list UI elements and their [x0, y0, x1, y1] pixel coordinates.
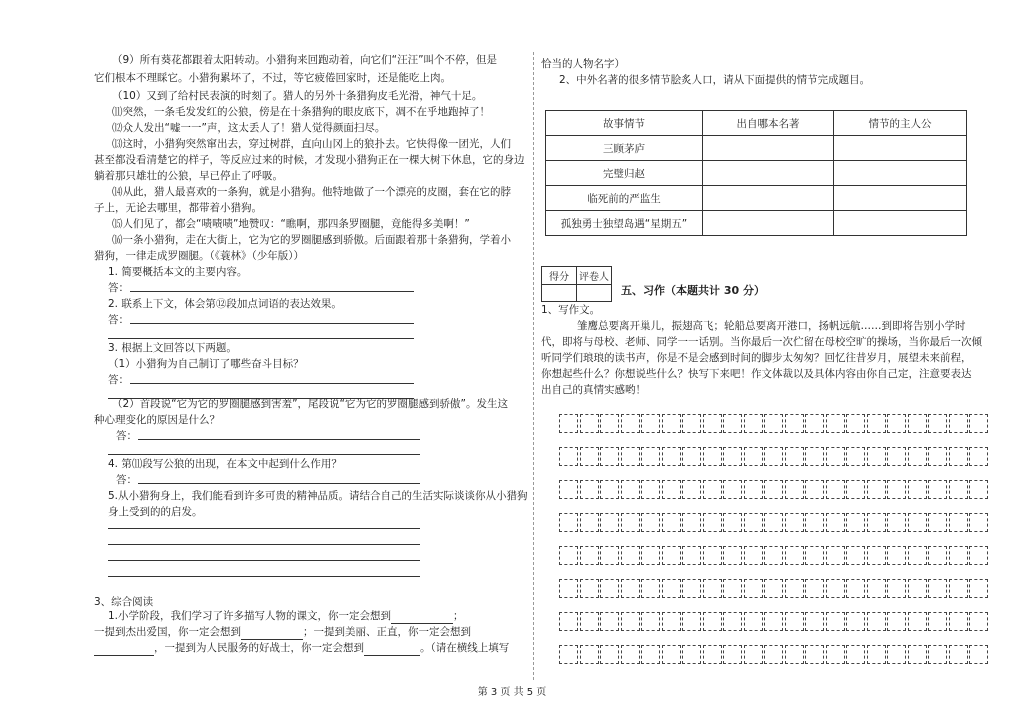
- answer-label: 答：: [108, 374, 129, 386]
- grid-cell[interactable]: [682, 447, 701, 466]
- plot-table: [545, 110, 967, 236]
- essay-prompt-line: 出自己的真情实感哟！: [541, 384, 646, 396]
- question-4: 4. 第⑾段写公狼的出现，在本文中起到什么作用？: [108, 458, 342, 470]
- grid-cell[interactable]: [887, 513, 906, 532]
- grid-cell[interactable]: [826, 579, 845, 598]
- grid-cell[interactable]: [846, 480, 865, 499]
- grid-cell[interactable]: [908, 513, 927, 532]
- grid-cell[interactable]: [908, 645, 927, 664]
- grid-cell[interactable]: [662, 480, 681, 499]
- question-3-1: （1）小猎狗为自己制订了哪些奋斗目标？: [108, 358, 304, 370]
- grid-cell[interactable]: [969, 414, 988, 433]
- fill-text: 。（请在横线上填写: [420, 642, 510, 654]
- grid-cell[interactable]: [662, 645, 681, 664]
- passage-line: ⒃一条小猎狗，走在大街上，它为它的罗圈腿感到骄傲。后面跟着那十条猎狗，学着小: [112, 234, 511, 246]
- grid-cell[interactable]: [641, 513, 660, 532]
- passage-line: 躺着那只雄壮的公狼，早已停止了呼吸。: [94, 170, 283, 182]
- grid-cell[interactable]: [785, 480, 804, 499]
- question-2: 2. 联系上下文，体会第⑫段加点词语的表达效果。: [108, 298, 342, 310]
- grid-cell[interactable]: [764, 480, 783, 499]
- grid-cell[interactable]: [559, 414, 578, 433]
- grid-cell[interactable]: [703, 480, 722, 499]
- grid-cell[interactable]: [764, 612, 783, 631]
- grid-cell[interactable]: [744, 447, 763, 466]
- grid-cell[interactable]: [682, 612, 701, 631]
- fill-text: ；: [453, 610, 464, 622]
- book-answer-cell[interactable]: [703, 161, 834, 186]
- table-header: 情节的主人公: [834, 111, 967, 136]
- grid-cell[interactable]: [867, 546, 886, 565]
- grid-cell[interactable]: [703, 546, 722, 565]
- grid-cell[interactable]: [559, 579, 578, 598]
- grid-cell[interactable]: [928, 447, 947, 466]
- grid-cell[interactable]: [723, 414, 742, 433]
- grid-cell[interactable]: [846, 513, 865, 532]
- grid-cell[interactable]: [887, 447, 906, 466]
- grid-cell[interactable]: [600, 546, 619, 565]
- grid-cell[interactable]: [580, 546, 599, 565]
- table-header: 故事情节: [546, 111, 703, 136]
- protagonist-answer-cell[interactable]: [834, 186, 967, 211]
- grid-cell[interactable]: [600, 612, 619, 631]
- grid-cell[interactable]: [867, 480, 886, 499]
- grid-cell[interactable]: [580, 513, 599, 532]
- passage-line: （9）所有葵花都跟着太阳转动。小猎狗来回跑动着，向它们“汪汪”叫个不停，但是: [112, 54, 498, 66]
- section-3-title: 3、综合阅读: [94, 596, 154, 608]
- grid-cell[interactable]: [580, 645, 599, 664]
- answer-line[interactable]: [108, 338, 414, 339]
- question-3-2: （2）首段说“它为它的罗圈腿感到害羞”，尾段说“它为它的罗圈腿感到骄傲”。发生这: [112, 398, 508, 410]
- grid-cell[interactable]: [744, 579, 763, 598]
- grid-cell[interactable]: [764, 513, 783, 532]
- grid-cell[interactable]: [949, 579, 968, 598]
- grid-cell[interactable]: [682, 546, 701, 565]
- grid-cell[interactable]: [928, 513, 947, 532]
- fill-blank[interactable]: [364, 643, 420, 656]
- fill-blank[interactable]: [391, 611, 453, 624]
- answer-label: 答：: [116, 430, 137, 442]
- plot-cell: 临死前的严监生: [546, 186, 703, 211]
- grid-cell[interactable]: [744, 612, 763, 631]
- grid-cell[interactable]: [805, 513, 824, 532]
- grid-cell[interactable]: [928, 579, 947, 598]
- fill-text: ，一提到为人民服务的好战士，你一定会想到: [154, 642, 364, 654]
- grid-cell[interactable]: [723, 546, 742, 565]
- fill-blank[interactable]: [94, 643, 154, 656]
- grid-cell[interactable]: [785, 414, 804, 433]
- passage-line: 它们根本不理睬它。小猎狗累坏了，不过，等它疲倦回家时，还是能吃上肉。: [94, 72, 451, 84]
- grid-cell[interactable]: [744, 513, 763, 532]
- grid-cell[interactable]: [723, 513, 742, 532]
- answer-line[interactable]: [108, 454, 420, 455]
- grid-cell[interactable]: [785, 612, 804, 631]
- grid-cell[interactable]: [662, 414, 681, 433]
- grid-cell[interactable]: [600, 645, 619, 664]
- grid-cell[interactable]: [785, 546, 804, 565]
- grid-cell[interactable]: [846, 612, 865, 631]
- answer-label: 答：: [108, 314, 129, 326]
- question-3-2-cont: 种心理变化的原因是什么？: [94, 414, 220, 426]
- score-cell[interactable]: [542, 285, 577, 302]
- grid-cell[interactable]: [928, 414, 947, 433]
- grid-cell[interactable]: [949, 612, 968, 631]
- question-1: 1. 简要概括本文的主要内容。: [108, 266, 248, 278]
- grid-cell[interactable]: [908, 480, 927, 499]
- grid-cell[interactable]: [949, 513, 968, 532]
- grid-cell[interactable]: [826, 414, 845, 433]
- grid-cell[interactable]: [703, 579, 722, 598]
- grid-cell[interactable]: [600, 513, 619, 532]
- grid-cell[interactable]: [621, 447, 640, 466]
- fill-blank[interactable]: [241, 627, 303, 640]
- grid-cell[interactable]: [559, 645, 578, 664]
- grid-cell[interactable]: [949, 480, 968, 499]
- grid-cell[interactable]: [621, 480, 640, 499]
- grid-cell[interactable]: [867, 414, 886, 433]
- answer-line[interactable]: [130, 383, 414, 384]
- fill-text: ；一提到美丽、正直，你一定会想到: [303, 626, 471, 638]
- grid-cell[interactable]: [641, 414, 660, 433]
- answer-label: 答：: [116, 474, 137, 486]
- grader-label: 评卷人: [577, 267, 612, 285]
- score-label: 得分: [542, 267, 577, 285]
- grid-cell[interactable]: [887, 414, 906, 433]
- answer-line[interactable]: [108, 576, 420, 577]
- grid-cell[interactable]: [641, 480, 660, 499]
- grader-cell[interactable]: [577, 285, 612, 302]
- essay-prompt-line: 你想起些什么？你想说些什么？快写下来吧！作文体裁以及具体内容由你自己定，注意要表达: [541, 368, 972, 380]
- grid-cell[interactable]: [785, 447, 804, 466]
- grid-cell[interactable]: [928, 546, 947, 565]
- essay-prompt-line: 代，即将与母校、老师、同学一一话别。当你最后一次伫留在母校空旷的操场，当你最后一次倾: [541, 336, 982, 348]
- passage-line: （10）又到了给村民表演的时刻了。猎人的另外十条猎狗皮毛光滑，神气十足。: [112, 90, 483, 102]
- plot-cell: 完璧归赵: [546, 161, 703, 186]
- grid-cell[interactable]: [559, 480, 578, 499]
- passage-line: 甚至都没看清楚它的样子，等反应过来的时候，才发现小猎狗正在一棵大树下休息，它的身边: [94, 154, 525, 166]
- grid-cell[interactable]: [621, 414, 640, 433]
- grid-cell[interactable]: [682, 579, 701, 598]
- protagonist-answer-cell[interactable]: [834, 136, 967, 161]
- grid-cell[interactable]: [785, 645, 804, 664]
- grid-cell[interactable]: [908, 612, 927, 631]
- grid-cell[interactable]: [928, 645, 947, 664]
- grid-cell[interactable]: [785, 513, 804, 532]
- grid-cell[interactable]: [764, 447, 783, 466]
- grid-cell[interactable]: [682, 645, 701, 664]
- grid-cell[interactable]: [641, 546, 660, 565]
- grid-cell[interactable]: [969, 612, 988, 631]
- grid-cell[interactable]: [826, 546, 845, 565]
- passage-line: ⒂人们见了，都会“啧啧啧”地赞叹：“瞧啊，那四条罗圈腿，竟能得多美啊！”: [112, 218, 470, 230]
- grid-cell[interactable]: [682, 513, 701, 532]
- passage-line: ⑾突然，一条毛发发红的公狼，傍是在十条猎狗的眼皮底下，凋不在乎地跑掉了！: [112, 106, 490, 118]
- grid-cell[interactable]: [846, 447, 865, 466]
- grid-cell[interactable]: [867, 645, 886, 664]
- continuation-text: 恰当的人物名字）: [541, 58, 625, 70]
- answer-line[interactable]: [108, 528, 420, 529]
- grid-cell[interactable]: [826, 645, 845, 664]
- grid-cell[interactable]: [600, 579, 619, 598]
- grid-cell[interactable]: [969, 579, 988, 598]
- grid-cell[interactable]: [949, 645, 968, 664]
- grid-cell[interactable]: [641, 579, 660, 598]
- grid-cell[interactable]: [867, 612, 886, 631]
- fill-line-1: [108, 608, 464, 624]
- grid-cell[interactable]: [969, 447, 988, 466]
- grid-cell[interactable]: [621, 612, 640, 631]
- grid-cell[interactable]: [600, 480, 619, 499]
- essay-prompt-line: 雏鹰总要离开巢儿，振翅高飞；轮船总要离开港口，扬帆远航……到即将告别小学时: [577, 320, 966, 332]
- grid-cell[interactable]: [846, 546, 865, 565]
- grid-cell[interactable]: [785, 579, 804, 598]
- grid-cell[interactable]: [846, 645, 865, 664]
- grid-cell[interactable]: [887, 645, 906, 664]
- question-3: 3. 根据上文回答以下两题。: [108, 342, 237, 354]
- grid-cell[interactable]: [723, 645, 742, 664]
- grid-cell[interactable]: [867, 513, 886, 532]
- fill-line-3: [94, 640, 509, 656]
- grid-cell[interactable]: [662, 447, 681, 466]
- grid-cell[interactable]: [826, 480, 845, 499]
- grid-cell[interactable]: [580, 447, 599, 466]
- grid-cell[interactable]: [580, 414, 599, 433]
- section-5-title: 五、习作（本题共计 30 分）: [621, 284, 765, 297]
- grid-cell[interactable]: [559, 612, 578, 631]
- passage-line: ⑿众人发出“嘘一一”声，这太丢人了！猎人觉得颜面扫尽。: [112, 122, 386, 134]
- grid-cell[interactable]: [641, 612, 660, 631]
- grid-cell[interactable]: [662, 513, 681, 532]
- fill-line-2: [94, 624, 471, 640]
- grid-cell[interactable]: [805, 612, 824, 631]
- grid-cell[interactable]: [641, 645, 660, 664]
- writing-task-label: 1、写作文。: [541, 304, 601, 316]
- grid-cell[interactable]: [805, 645, 824, 664]
- grid-cell[interactable]: [662, 546, 681, 565]
- grid-cell[interactable]: [580, 612, 599, 631]
- grid-cell[interactable]: [559, 546, 578, 565]
- grid-cell[interactable]: [621, 513, 640, 532]
- grid-cell[interactable]: [559, 447, 578, 466]
- column-divider: [533, 52, 534, 680]
- passage-line: ⒁从此，猎人最喜欢的一条狗，就是小猎狗。他特地做了一个漂亮的皮圈，套在它的脖: [112, 186, 511, 198]
- answer-label: 答：: [108, 282, 129, 294]
- grid-cell[interactable]: [621, 645, 640, 664]
- book-answer-cell[interactable]: [703, 186, 834, 211]
- grid-cell[interactable]: [928, 612, 947, 631]
- protagonist-answer-cell[interactable]: [834, 161, 967, 186]
- grid-cell[interactable]: [805, 414, 824, 433]
- grid-cell[interactable]: [682, 480, 701, 499]
- grid-cell[interactable]: [703, 447, 722, 466]
- grid-cell[interactable]: [805, 447, 824, 466]
- grid-cell[interactable]: [969, 546, 988, 565]
- grid-cell[interactable]: [826, 513, 845, 532]
- grid-cell[interactable]: [928, 480, 947, 499]
- grid-cell[interactable]: [600, 414, 619, 433]
- grid-cell[interactable]: [805, 579, 824, 598]
- answer-line[interactable]: [108, 560, 420, 561]
- plot-cell: 孤独勇士独望岛遇“星期五”: [546, 211, 703, 236]
- grid-cell[interactable]: [764, 645, 783, 664]
- grid-cell[interactable]: [744, 546, 763, 565]
- grid-cell[interactable]: [867, 447, 886, 466]
- grid-cell[interactable]: [723, 447, 742, 466]
- grid-cell[interactable]: [703, 612, 722, 631]
- grid-cell[interactable]: [723, 612, 742, 631]
- answer-line[interactable]: [130, 323, 414, 324]
- passage-line: ⒀这时，小猎狗突然窜出去，穿过树群，直向山冈上的狼扑去。它快得像一团光，人们: [112, 138, 511, 150]
- grid-cell[interactable]: [580, 579, 599, 598]
- question-5: 5.从小猎狗身上，我们能看到许多可贵的精神品质。请结合自己的生活实际谈谈你从小猎狗: [108, 490, 528, 502]
- answer-line[interactable]: [108, 544, 420, 545]
- grid-cell[interactable]: [969, 480, 988, 499]
- grid-cell[interactable]: [805, 480, 824, 499]
- grid-cell[interactable]: [641, 447, 660, 466]
- grid-cell[interactable]: [744, 480, 763, 499]
- grid-cell[interactable]: [887, 612, 906, 631]
- grid-cell[interactable]: [744, 414, 763, 433]
- score-box: [541, 266, 612, 302]
- grid-cell[interactable]: [908, 579, 927, 598]
- grid-cell[interactable]: [949, 546, 968, 565]
- grid-cell[interactable]: [826, 447, 845, 466]
- grid-cell[interactable]: [908, 447, 927, 466]
- answer-line[interactable]: [138, 439, 420, 440]
- grid-cell[interactable]: [764, 414, 783, 433]
- grid-cell[interactable]: [662, 579, 681, 598]
- fill-text: 一提到杰出爱国，你一定会想到: [94, 626, 241, 638]
- grid-cell[interactable]: [805, 546, 824, 565]
- grid-cell[interactable]: [969, 645, 988, 664]
- question-2-prompt: 2、中外名著的很多情节脍炙人口，请从下面提供的情节完成题目。: [559, 74, 871, 86]
- grid-cell[interactable]: [846, 414, 865, 433]
- plot-cell: 三顾茅庐: [546, 136, 703, 161]
- grid-cell[interactable]: [559, 513, 578, 532]
- grid-cell[interactable]: [682, 414, 701, 433]
- grid-cell[interactable]: [621, 546, 640, 565]
- grid-cell[interactable]: [621, 579, 640, 598]
- grid-cell[interactable]: [846, 579, 865, 598]
- grid-cell[interactable]: [723, 480, 742, 499]
- table-header: 出自哪本名著: [703, 111, 834, 136]
- grid-cell[interactable]: [600, 447, 619, 466]
- grid-cell[interactable]: [764, 546, 783, 565]
- book-answer-cell[interactable]: [703, 136, 834, 161]
- grid-cell[interactable]: [887, 480, 906, 499]
- fill-text: 1.小学阶段，我们学习了许多描写人物的课文，你一定会想到: [108, 610, 392, 622]
- grid-cell[interactable]: [580, 480, 599, 499]
- grid-cell[interactable]: [908, 414, 927, 433]
- answer-line[interactable]: [130, 291, 414, 292]
- grid-cell[interactable]: [887, 546, 906, 565]
- grid-cell[interactable]: [969, 513, 988, 532]
- passage-line: 猎狗，一律走成罗圈腿。（《蓑林》（少年版））: [94, 250, 304, 262]
- grid-cell[interactable]: [887, 579, 906, 598]
- book-answer-cell[interactable]: [703, 211, 834, 236]
- grid-cell[interactable]: [723, 579, 742, 598]
- protagonist-answer-cell[interactable]: [834, 211, 967, 236]
- grid-cell[interactable]: [703, 414, 722, 433]
- grid-cell[interactable]: [764, 579, 783, 598]
- question-5-cont: 身上受到的的启发。: [108, 506, 203, 518]
- grid-cell[interactable]: [908, 546, 927, 565]
- page-footer: 第 3 页 共 5 页: [477, 687, 547, 698]
- grid-cell[interactable]: [867, 579, 886, 598]
- grid-cell[interactable]: [662, 612, 681, 631]
- grid-cell[interactable]: [826, 612, 845, 631]
- answer-line[interactable]: [138, 483, 420, 484]
- grid-cell[interactable]: [703, 645, 722, 664]
- grid-cell[interactable]: [744, 645, 763, 664]
- essay-prompt-line: 听同学们琅琅的读书声，你是不是会感到时间的脚步太匆匆？回忆往昔岁月，展望未来前程，: [541, 352, 972, 364]
- grid-cell[interactable]: [949, 414, 968, 433]
- grid-cell[interactable]: [949, 447, 968, 466]
- grid-cell[interactable]: [703, 513, 722, 532]
- passage-line: 子上，无论去哪里，都带着小猎狗。: [94, 202, 262, 214]
